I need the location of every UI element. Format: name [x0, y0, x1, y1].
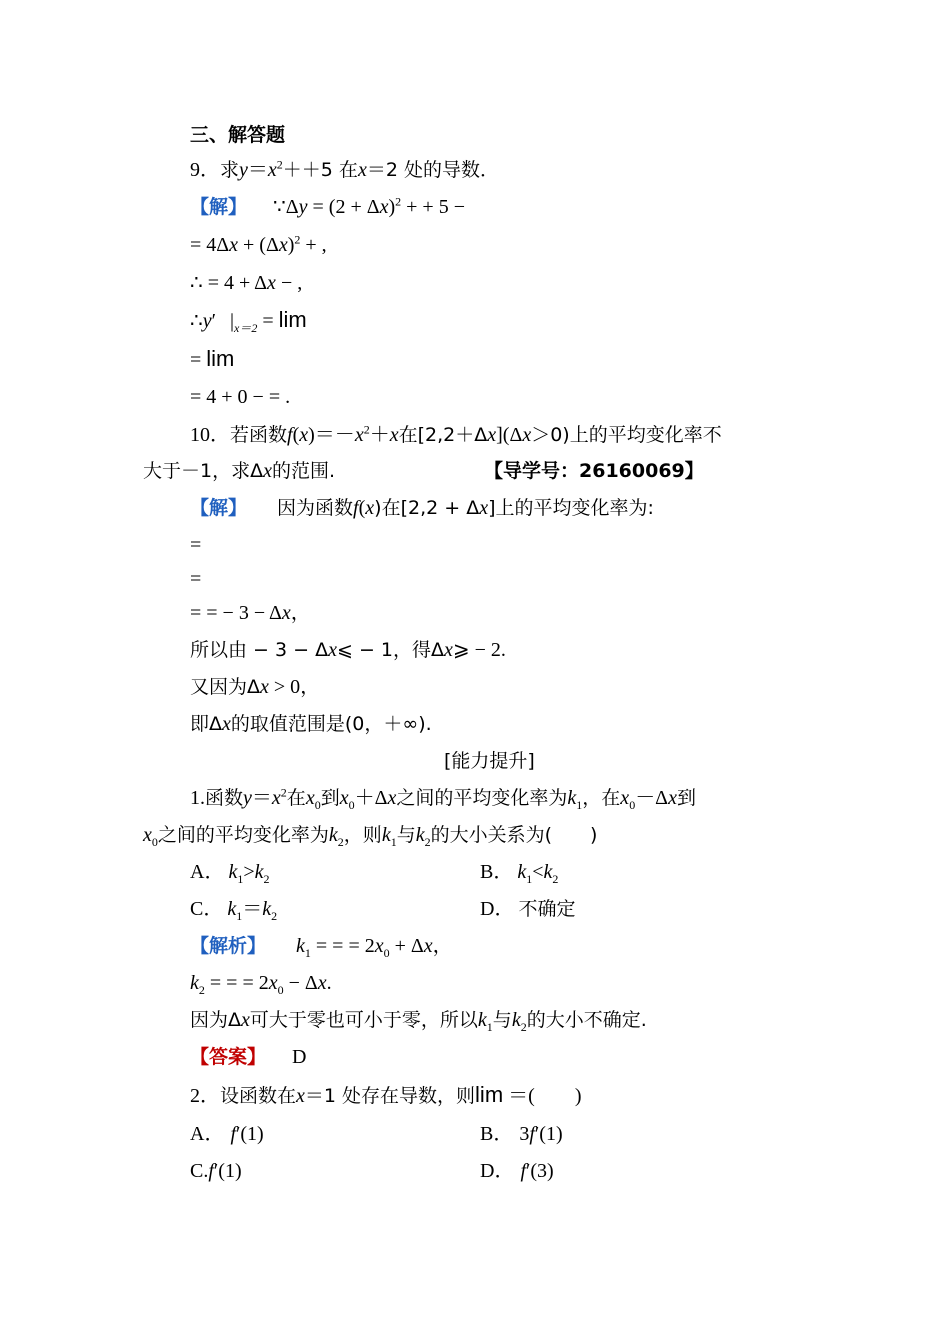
p2-option-c: C.f′(1) [190, 1160, 242, 1182]
q9-solution-line-4: ∴y′ $|_{x=2} = \lim$ [190, 307, 307, 335]
p1-analysis-line-2: $k_2$ = = = $2x_0 - \Delta x$. [190, 972, 332, 997]
p2-option-d: D． f′(3) [480, 1160, 554, 1182]
guide-number: 【导学号：26160069】 [484, 460, 704, 482]
solution-mark: 【解】 [190, 497, 248, 519]
p1-number: 1. [190, 787, 205, 809]
q9-solution-line-6: = 4 + 0 − = . [190, 386, 291, 408]
q10-solution-line-3: = [190, 568, 202, 590]
answer-mark: 【答案】 [190, 1046, 267, 1068]
p1-option-c: C． $k_1=k_2$ [190, 898, 278, 923]
q10-solution-line-1: 【解】 因为函数f(x)在[2,2 + Δx]上的平均变化率为: [190, 497, 654, 519]
answer-value: D [292, 1046, 307, 1068]
q9-solution-line-1: 【解】 ∵Δy = $(2 + \Delta x)^2$ + + 5 − [190, 194, 465, 218]
q9-number: 9． [190, 159, 220, 181]
p1-option-a: A． $k_1>k_2$ [190, 861, 270, 886]
ability-section-title: [能力提升] [444, 750, 535, 772]
p2-option-a: A． f′(1) [190, 1123, 264, 1145]
limit-symbol: lim [278, 307, 307, 332]
q10-solution-line-5: 所以由 − 3 − Δx⩽ − 1，得Δx⩾ − 2. [190, 639, 506, 661]
q10-solution-line-2: = [190, 534, 202, 556]
q10-solution-line-6: 又因为Δx > 0， [190, 676, 321, 698]
p1-option-b: B． $k_1<k_2$ [480, 861, 559, 886]
p1-analysis-line-1: 【解析】 $k_1$ = = = $2x_0 + \Delta x$， [190, 935, 453, 960]
limit-symbol: lim [475, 1082, 504, 1107]
p1-statement-line-2: $x_0$之间的平均变化率为$k_2$，则$k_1$与$k_2$的大小关系为( ) [143, 824, 598, 849]
p2-option-b: B． 3f′(1) [480, 1123, 563, 1145]
q9-statement: 9．求$y=x^2++5$ 在x＝2 处的导数． [190, 157, 499, 181]
solution-mark: 【解】 [190, 196, 248, 218]
section-title: 三、解答题 [190, 124, 286, 146]
q10-solution-line-7: 即Δx的取值范围是(0，＋∞). [190, 713, 432, 735]
q10-number: 10． [190, 424, 230, 446]
p1-analysis-line-3: 因为Δx可大于零也可小于零，所以$k_1$与$k_2$的大小不确定. [190, 1009, 647, 1034]
p1-answer [190, 1044, 306, 1070]
p1-option-d: D． 不确定 [480, 898, 576, 920]
q10-statement-line-2: 大于－1，求Δx的范围. [143, 460, 336, 482]
q9-solution-line-3: ∴ = 4 + Δx − , [190, 272, 303, 294]
p1-statement-line-1: 1.函数$y=x^2$在$x_0$到$x_0+\Delta x$之间的平均变化率为$k_1$，在$x_0-\Delta x$到 [190, 785, 696, 812]
analysis-mark: 【解析】 [190, 935, 267, 957]
p2-statement: 2．设函数在x＝1 处存在导数，则lim ＝( ) [190, 1082, 582, 1107]
p2-number: 2． [190, 1085, 220, 1107]
limit-symbol: lim [206, 346, 235, 371]
q10-statement-line-1: 10．若函数$f(x)=-x^2+x$在[2,2＋Δx](Δx＞0)上的平均变化率不 [190, 422, 722, 446]
q10-solution-line-4: = = − 3 − Δx， [190, 602, 311, 624]
q9-solution-line-2: = $4\Delta x + (\Delta x)^2$ + , [190, 232, 327, 256]
q9-solution-line-5: = lim [190, 346, 235, 371]
